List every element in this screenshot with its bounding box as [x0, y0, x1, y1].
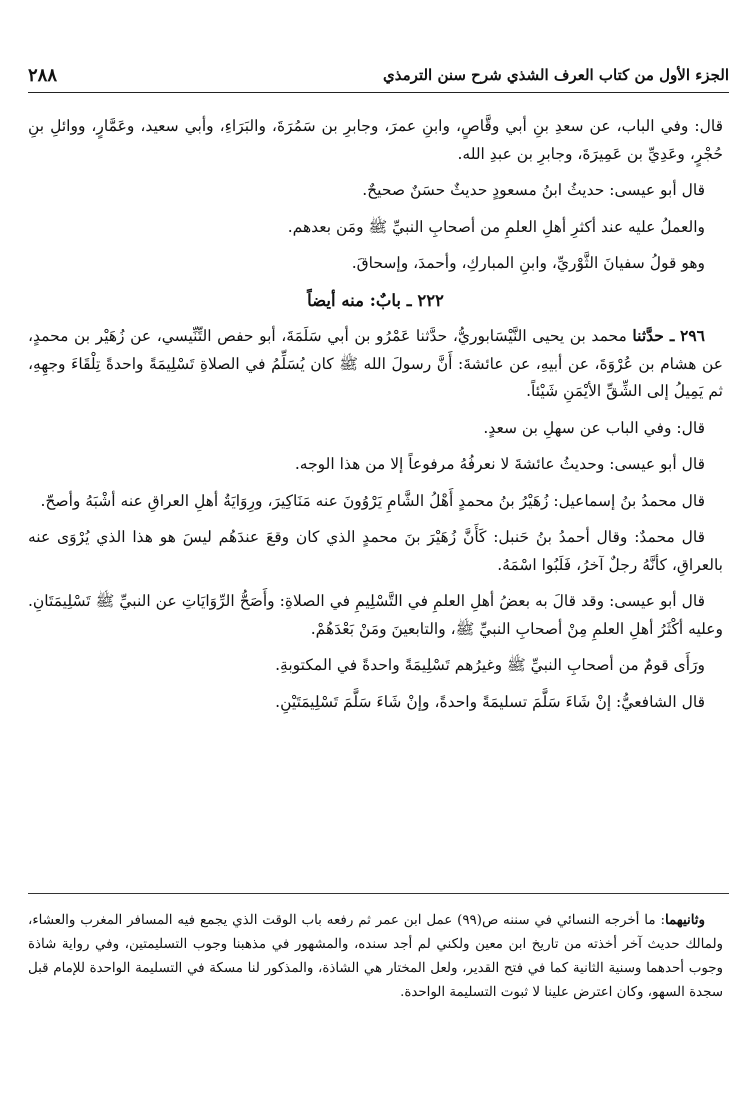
- footnote-lead: وثانيهما: [664, 912, 706, 928]
- paragraph-abu-isa-grade: قال أبو عيسى: حديثُ ابنُ مسعودٍ حديثٌ حسَنٌ صحيحٌ.: [362, 181, 705, 199]
- main-text: [28, 113, 723, 725]
- paragraph-ahmad: قال محمدٌ: وقال أحمدُ بنُ حَنبل: كَأَنَّ زُهَيْرَ بنَ محمدٍ الذي كان وقعَ عندَهُم ليسَ هو هذا الذي يُرْوَى عنه بالعراقِ، كأنَّهُ رجلٌ آخرُ، فَلَبُوا اسْمَهُ.: [28, 528, 723, 574]
- paragraph-in-the-chapter: قال: وفي الباب، عن سعدِ بنِ أبي وقَّاصٍ، وابنِ عمرَ، وجابرِ بن سَمُرَةَ، والبَرَاءِ، وأبي سعيد، وعَمَّارٍ، ووائلِ بنِ حُجْرٍ، وعَدِيِّ بن عَمِيرَةَ، وجابرِ بن عبدِ الله.: [28, 117, 723, 163]
- hadith-number: ٢٩٦: [680, 326, 705, 345]
- chapter-number: ٢٢٢: [417, 290, 444, 310]
- paragraph-bukhari: قال محمدُ بنُ إسماعيل: زُهَيْرُ بنُ محمدٍ أَهْلُ الشَّامِ يَرْوُونَ عنه مَنَاكِيرَ، ورِوَايَةُ أهلِ العراقِ عنه أشْبَهُ وأصحّ.: [40, 491, 705, 510]
- paragraph-practice: والعملُ عليه عند أكثرِ أهلِ العلمِ من أصحابِ النبيِّ ﷺ ومَن بعدهم.: [287, 217, 705, 236]
- running-header: [28, 60, 729, 90]
- chapter-heading: [28, 287, 723, 315]
- running-title: الجزء الأول من كتاب العرف الشذي شرح سنن الترمذي: [383, 66, 729, 84]
- hadith-text: محمد بن يحيى النَّيْسَابوريُّ، حدَّثنا عَمْرُو بن أبي سَلَمَةَ، أبو حفص التِّنِّيسي، عن زُهَيْر بن محمدٍ، عن هشام بن عُرْوَةَ، عن أبيهِ، عن عائشةَ: أَنَّ رسولَ الله ﷺ كان يُسَلِّمُ في الصلاةِ تَسْلِيمَةً واحدةً تِلْقَاءَ وجهِهِ، ثم يَمِيلُ إلى الشِّقِّ الأيْمَنِ شَيْئاً.: [28, 327, 723, 400]
- paragraph-shafii: قال الشافعيُّ: إنْ شَاءَ سَلَّمَ تسليمَةً واحدةً، وإنْ شَاءَ سَلَّمَ تَسْلِيمَتَيْنِ.: [275, 692, 705, 711]
- footnote-rule: [28, 893, 729, 894]
- footnote: [28, 908, 723, 1005]
- hadith-lead: ـ حدَّثنا: [632, 326, 675, 345]
- paragraph-sahl: قال: وفي الباب عن سهلِ بن سعدٍ.: [483, 418, 705, 437]
- footnote-text: : ما أخرجه النسائي في سننه ص(٩٩) عمل ابن عمر ثم رفعه باب الوقت الذي يجمع فيه المسافر المغرب والعشاء، ولمالك حديث آخر أخذته من تاريخ ابن معين ولكني لم أجد سنده، والمشهور في مذهبنا وجوب التسليمتين، وفي رواية شاذة وجوب أحدهما وسنية الثانية كما في فتح القدير، ولعل المختار هي الشاذة، والمذكور لنا مسكة في التسليمة الواحدة للإمام قبل سجدة السهو، وكان اعترض علينا لا ثبوت التسليمة الواحدة.: [28, 913, 723, 1000]
- chapter-title: ـ بابٌ: منه أيضاً: [307, 290, 412, 310]
- footnote-paragraph: [28, 908, 723, 1005]
- paragraph-aisha-hadith: قال أبو عيسى: وحديثُ عائشةَ لا نعرفُهُ مرفوعاً إلا من هذا الوجه.: [294, 455, 705, 473]
- paragraph-one-taslim: ورَأَى قومٌ من أصحابِ النبيِّ ﷺ وغيرُهم تَسْلِيمَةً واحدةً في المكتوبةِ.: [275, 656, 705, 674]
- header-rule: [28, 92, 729, 93]
- paragraph-opinions: وهو قولُ سفيانَ الثَّوْريِّ، وابنِ المباركِ، وأحمدَ، وإسحاقَ.: [351, 254, 705, 272]
- page-number: ٢٨٨: [28, 64, 58, 86]
- hadith-paragraph: [28, 322, 723, 406]
- paragraph-taslim: قال أبو عيسى: وقد قالَ به بعضُ أهلِ العلمِ في التَّسْلِيمِ في الصلاةِ: وأَصَحُّ الرِّوَايَاتِ عن النبيِّ ﷺ تَسْلِيمَتَانِ. وعليه أكْثَرُ أهلِ العلمِ مِنْ أصحابِ النبيِّ ﷺ، والتابعينَ ومَنْ بَعْدَهُمْ.: [28, 592, 723, 638]
